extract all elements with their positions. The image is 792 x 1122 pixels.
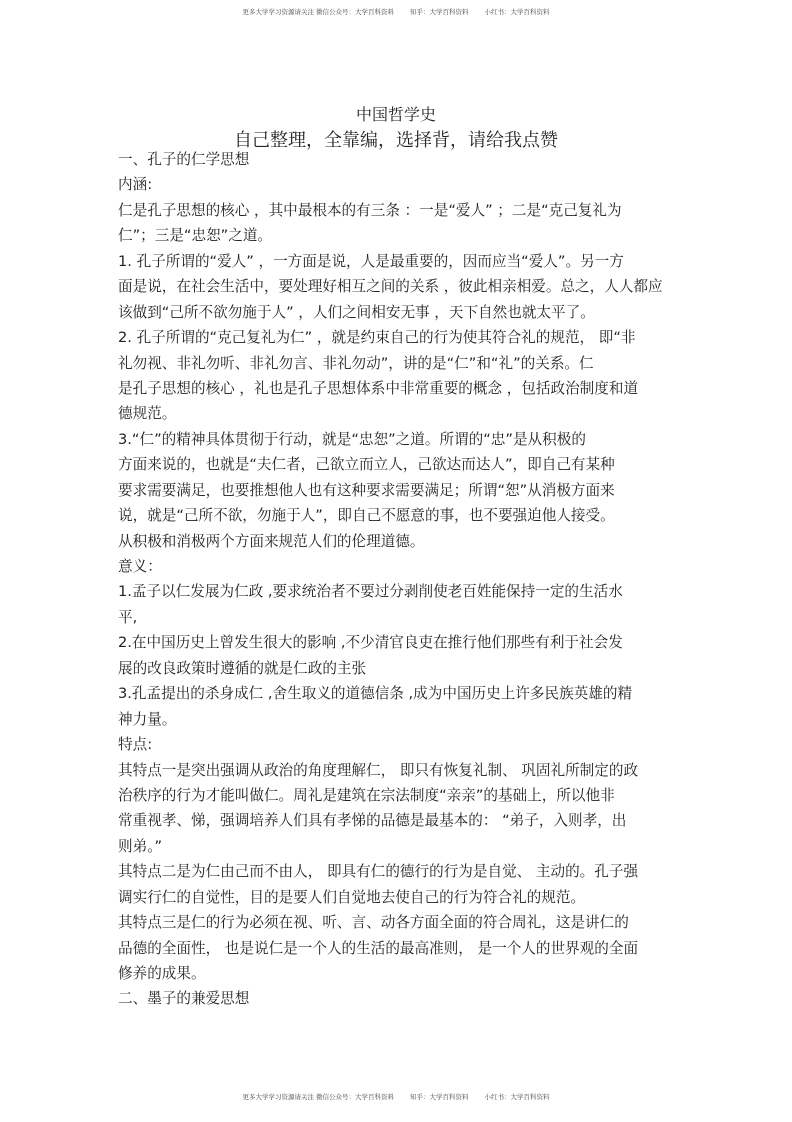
text-line: 展的改良政策时遵循的就是仁政的主张 [118, 659, 367, 677]
text-line: 品德的全面性， 也是说仁是一个人的生活的最高准则， 是一个人的世界观的全面 [118, 939, 639, 957]
text-line: 从积极和消极两个方面来规范人们的伦理道德。 [118, 532, 425, 550]
text-line: 方面来说的，也就是“夫仁者，己欲立而立人，己欲达而达人”，即自己有某种 [118, 456, 615, 474]
header-text: 更多大学学习资源请关注 微信公众号：大学百科资料 [242, 8, 395, 16]
page-header [0, 7, 792, 16]
document-body [118, 147, 678, 1012]
text-line: 3.“仁”的精神具体贯彻于行动，就是“忠恕”之道。所谓的“忠”是从积极的 [118, 430, 586, 448]
text-line: 其特点二是为仁由己而不由人， 即具有仁的德行的行为是自觉、 主动的。孔子强 [118, 863, 639, 881]
text-line: 说，就是“己所不欲，勿施于人”，即自己不愿意的事，也不要强迫他人接受。 [118, 507, 615, 525]
text-line: 2.在中国历史上曾发生很大的影响 ,不少清官良吏在推行他们那些有利于社会发 [118, 634, 623, 652]
text-line: 仁是孔子思想的核心 ，其中最根本的有三条 ：一是“爱人” ；二是“克己复礼为 [118, 201, 622, 219]
text-line: 2. 孔子所谓的“克己复礼为仁” ，就是约束自己的行为使其符合礼的规范， 即“非 [118, 329, 636, 347]
text-line: 调实行仁的自觉性，目的是要人们自觉地去使自己的行为符合礼的规范。 [118, 888, 586, 906]
text-line: 3.孔孟提出的杀身成仁 ,舍生取义的道德信条 ,成为中国历史上许多民族英雄的精 [118, 685, 633, 703]
text-line: 则弟。” [118, 837, 163, 855]
text-line: 该做到“己所不欲勿施于人” ，人们之间相安无事 ，天下自然也就太平了。 [118, 303, 595, 321]
text-line: 治秩序的行为才能叫做仁。周礼是建筑在宗法制度“亲亲”的基础上，所以他非 [118, 786, 615, 804]
header-text: 知乎：大学百科资料 [410, 8, 469, 16]
text-line: 面是说，在社会生活中，要处理好相互之间的关系 ，彼此相亲相爱。总之，人人都应 [118, 278, 663, 296]
text-line: 要求需要满足，也要推想他人也有这种要求需要满足；所谓“恕”从消极方面来 [118, 481, 615, 499]
text-line: 特点: [118, 736, 153, 754]
text-line: 一、孔子的仁学思想 [118, 151, 250, 168]
page-footer [0, 1092, 792, 1101]
document-title: 中国哲学史 [355, 105, 436, 124]
text-line: 修养的成果。 [118, 965, 206, 982]
text-line: 是孔子思想的核心 ，礼也是孔子思想体系中非常重要的概念 ，包括政治制度和道 [118, 379, 639, 397]
text-line: 常重视孝、悌，强调培养人们具有孝悌的品德是最基本的： “弟子，入则孝，出 [118, 812, 627, 830]
text-line: 德规范。 [118, 405, 177, 423]
text-line: 其特点三是仁的行为必须在视、听、言、动各方面全面的符合周礼，这是讲仁的 [118, 914, 629, 932]
text-line: 其特点一是突出强调从政治的角度理解仁， 即只有恢复礼制、 巩固礼所制定的政 [118, 761, 639, 779]
text-line: 平, [118, 608, 138, 626]
text-line: 礼勿视、非礼勿听、非礼勿言、非礼勿动”，讲的是“仁”和“礼”的关系。仁 [118, 354, 594, 372]
text-line: 仁”；三是“忠恕”之道。 [118, 227, 273, 245]
text-line: 二、墨子的兼爱思想 [118, 990, 250, 1008]
document-subtitle: 自己整理，全靠编，选择背，请给我点赞 [234, 130, 558, 151]
footer-text: 小红书：大学百科资料 [484, 1093, 550, 1101]
text-line: 内涵: [118, 176, 153, 194]
footer-text: 知乎：大学百科资料 [410, 1093, 469, 1101]
text-line: 神力量。 [118, 710, 177, 728]
footer-text: 更多大学学习资源请关注 微信公众号：大学百科资料 [242, 1093, 395, 1101]
text-line: 1. 孔子所谓的“爱人” ，一方面是说，人是最重要的，因而应当“爱人”。另一方 [118, 252, 624, 270]
text-line: 1.孟子以仁发展为仁政 ,要求统治者不要过分剥削使老百姓能保持一定的生活水 [118, 583, 623, 601]
text-line: 意义： [118, 558, 162, 575]
header-text: 小红书：大学百科资料 [484, 8, 550, 16]
